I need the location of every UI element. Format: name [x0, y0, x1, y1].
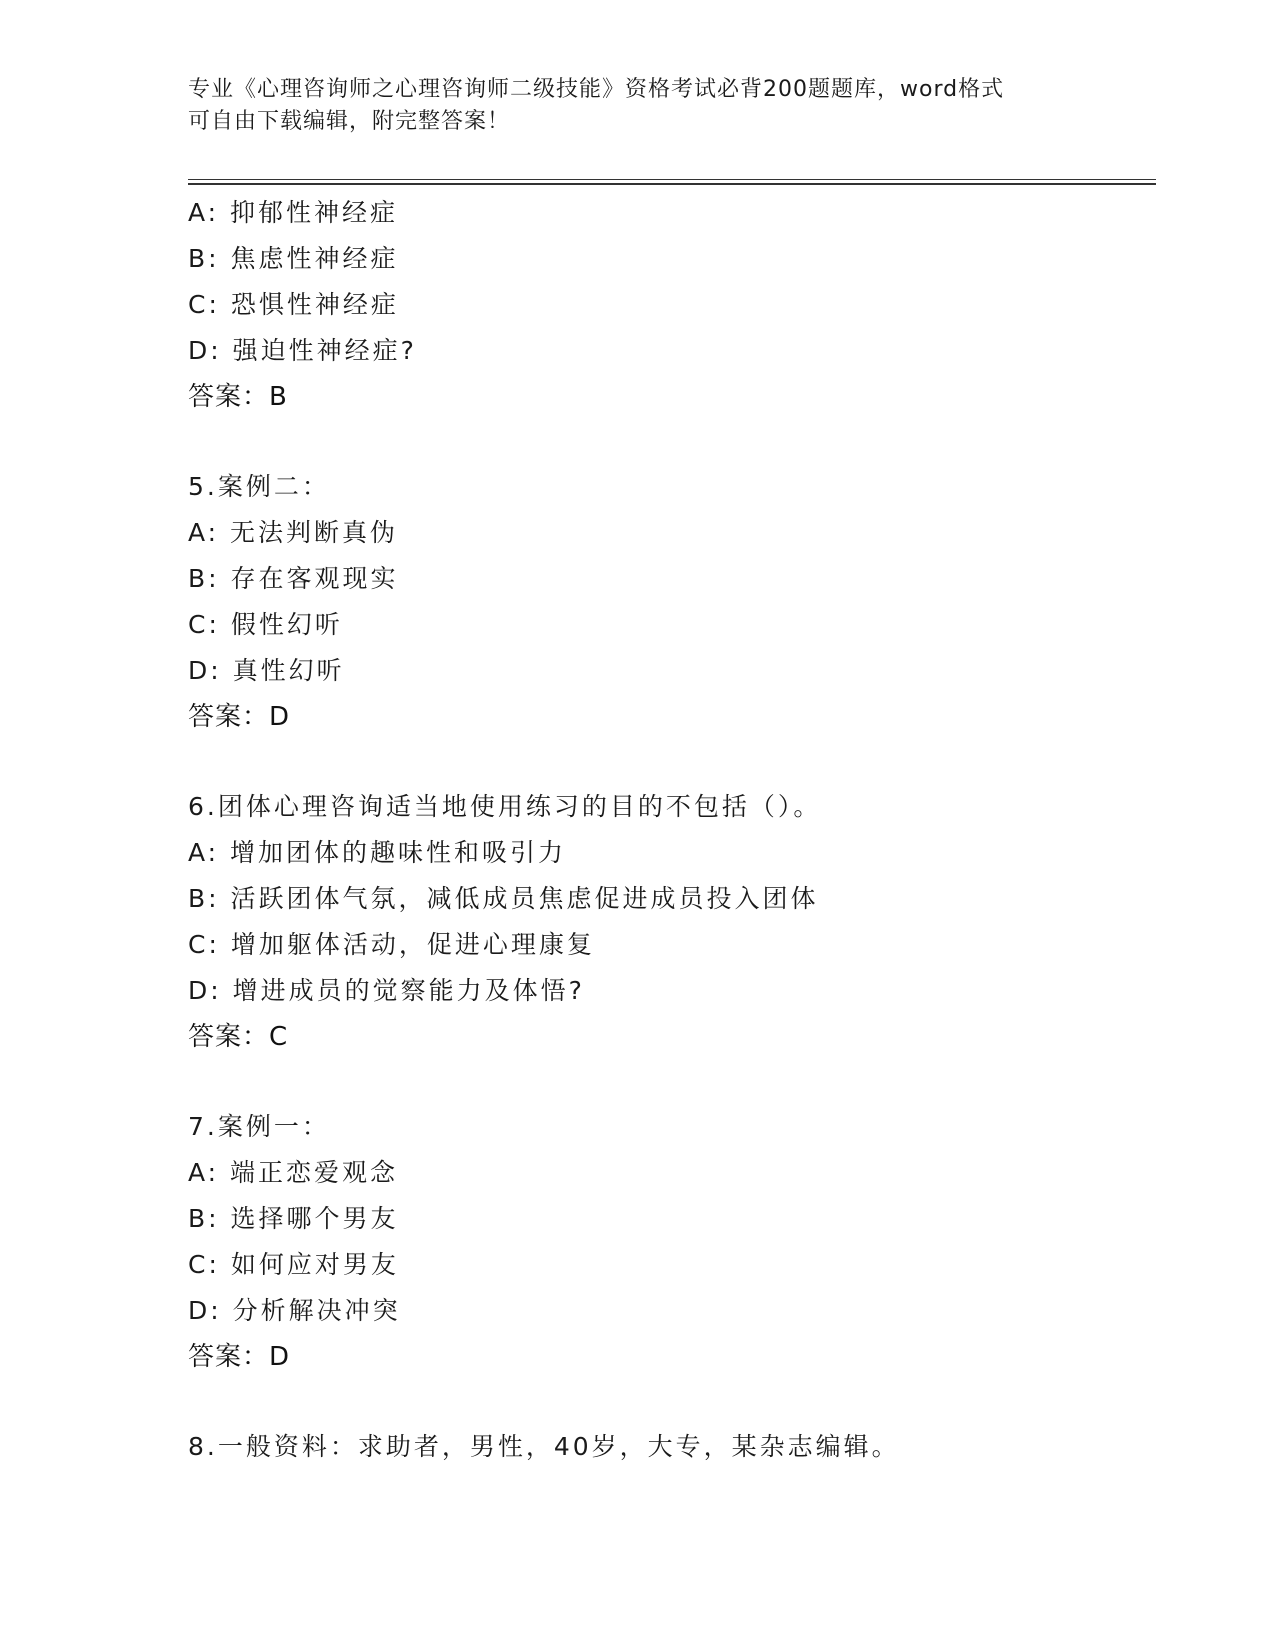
- answer-label: 答案：D: [188, 702, 291, 732]
- question-stem: 5.案例二：: [188, 472, 330, 501]
- option-a: A: 增加团体的趣味性和吸引力: [188, 838, 567, 867]
- option-c: C: 增加躯体活动，促进心理康复: [188, 930, 595, 959]
- question-block: [188, 1104, 1148, 1380]
- header-title-line-2: 可自由下载编辑，附完整答案！: [188, 109, 511, 134]
- option-c: C: 假性幻听: [188, 610, 343, 639]
- option-b: B: 活跃团体气氛，减低成员焦虑促进成员投入团体: [188, 884, 819, 913]
- answer-label: 答案：C: [188, 1022, 289, 1052]
- question-block: [188, 1424, 1148, 1470]
- option-a: A: 端正恋爱观念: [188, 1158, 399, 1187]
- question-block: [188, 784, 1148, 1060]
- question-block: [188, 464, 1148, 740]
- block-spacer: [188, 1380, 1148, 1424]
- document-header: [188, 74, 1088, 138]
- option-d: D: 增进成员的觉察能力及体悟?: [188, 976, 585, 1005]
- option-a: A: 无法判断真伪: [188, 518, 399, 547]
- header-divider-thick: [188, 183, 1156, 185]
- option-b: B: 存在客观现实: [188, 564, 399, 593]
- header-title-line-1: 专业《心理咨询师之心理咨询师二级技能》资格考试必背200题题库，word格式: [188, 77, 1005, 102]
- question-stem: 7.案例一：: [188, 1112, 330, 1141]
- option-d: D: 分析解决冲突: [188, 1296, 401, 1325]
- question-stem: 6.团体心理咨询适当地使用练习的目的不包括（）。: [188, 792, 822, 821]
- block-spacer: [188, 740, 1148, 784]
- option-d: D: 强迫性神经症?: [188, 336, 417, 365]
- block-spacer: [188, 420, 1148, 464]
- option-b: B: 选择哪个男友: [188, 1204, 399, 1233]
- option-a: A: 抑郁性神经症: [188, 198, 399, 227]
- option-c: C: 恐惧性神经症: [188, 290, 399, 319]
- question-block: [188, 190, 1148, 420]
- option-d: D: 真性幻听: [188, 656, 345, 685]
- block-spacer: [188, 1060, 1148, 1104]
- option-b: B: 焦虑性神经症: [188, 244, 399, 273]
- question-list: [188, 190, 1148, 1470]
- question-stem: 8.一般资料：求助者，男性，40岁，大专，某杂志编辑。: [188, 1432, 900, 1461]
- header-divider-thin: [188, 179, 1156, 180]
- answer-label: 答案：B: [188, 382, 288, 412]
- answer-label: 答案：D: [188, 1342, 291, 1372]
- option-c: C: 如何应对男友: [188, 1250, 399, 1279]
